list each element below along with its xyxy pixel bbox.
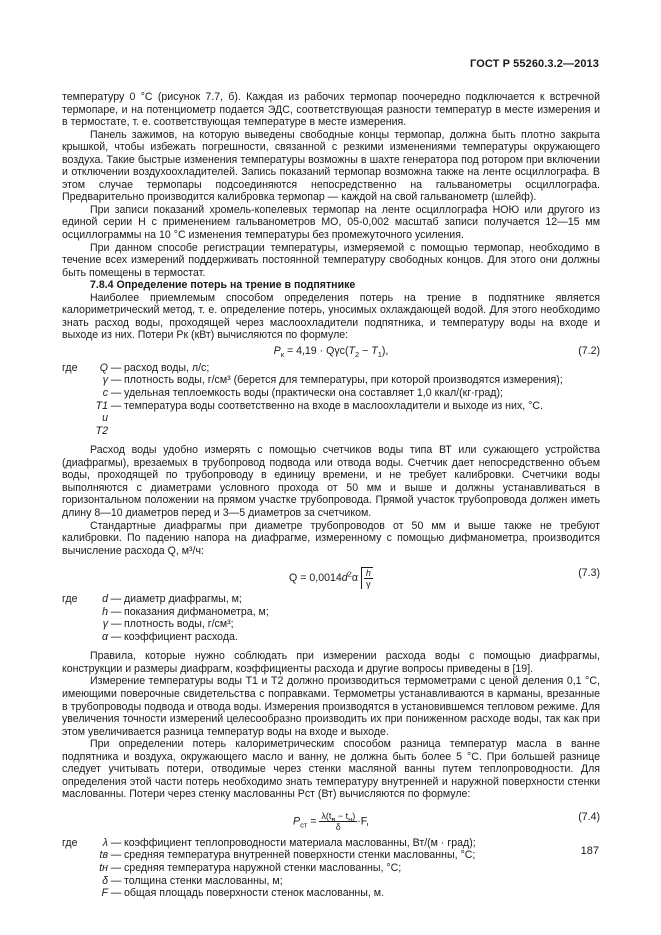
definition-symbol: tв — [99, 849, 108, 862]
definition-row — [62, 362, 600, 375]
definition-text: диаметр диафрагмы, м; — [124, 593, 242, 606]
definition-dash: — — [110, 874, 122, 887]
definition-symbol: α — [101, 630, 108, 643]
definition-row — [62, 875, 600, 888]
formula-7-4 — [62, 801, 600, 837]
definition-text: общая площадь поверхности стенок маслованны, м. — [124, 887, 385, 900]
formula-7-3-number: (7.3) — [578, 567, 600, 580]
definition-row — [62, 849, 600, 862]
section-title: 7.8.4 Определение потерь на трение в подпятнике — [90, 279, 356, 292]
paragraph-3: При записи показаний хромель-копелевых термопар на ленте осциллографа НОЮ или другого из единой серии Н с применением гальванометров МО, 05-0,002 масштаб записи получается 12—15 мм осциллограммы на 10 °С изменения температуры без промежуточного усиления. — [62, 203, 600, 242]
definition-dash: — — [110, 399, 122, 412]
definition-where — [62, 862, 88, 875]
formula-7-3-sqrt — [361, 567, 373, 589]
formula-7-3-lhs: Q = 0,0014 — [289, 571, 342, 584]
paragraph-5: Наиболее приемлемым способом определения потерь на трение в подпятнике является калориметрический метод, т. е. определение потерь, уносимых охлаждающей водой. Для этого необходимо знать расход воды, проходящей через маслоохладители подпятника, и температуру воды на входе и выходе из них. Потери Pк (кВт) вычисляются по формуле: — [62, 291, 600, 342]
definition-where: где — [62, 593, 78, 606]
definition-dash: — — [110, 849, 122, 862]
formula-7-2-t2: T — [348, 344, 355, 357]
formula-7-4-mid: − t — [335, 810, 349, 821]
definition-row — [62, 593, 600, 606]
definition-dash: — — [110, 374, 122, 387]
definition-text: расход воды, л/с; — [124, 361, 210, 374]
definition-where — [62, 631, 88, 644]
paragraph-4: При данном способе регистрации температуры, измеряемой с помощью термопар, необходимо в течение всех измерений поддерживать постоянной температуру свободных концов. Для этого они должны быть помещены в термостат. — [62, 241, 600, 279]
formula-7-3-h: h — [365, 568, 371, 579]
definition-text: плотность воды, г/см³ (берется для температуры, при которой производятся измерения); — [124, 374, 563, 387]
definition-text: температура воды соответственно на входе в маслоохладители и выходе из них, °С. — [124, 399, 543, 412]
definition-where — [62, 374, 88, 387]
definition-row — [62, 606, 600, 619]
definition-symbol: γ — [102, 374, 108, 387]
definition-dash: — — [110, 630, 122, 643]
formula-7-2 — [62, 342, 600, 362]
definition-row — [62, 374, 600, 387]
definition-dash: — — [110, 836, 122, 849]
formula-7-4-denom: δ — [335, 821, 341, 832]
definition-dash: — — [110, 593, 122, 606]
formula-7-2-t2-sub: 2 — [354, 350, 360, 360]
page-body — [62, 91, 600, 900]
definition-row — [62, 862, 600, 875]
formula-7-4-fraction — [319, 811, 357, 832]
definition-where — [62, 875, 88, 888]
definition-text: средняя температура наружной стенки маслованны, °С; — [124, 861, 402, 874]
definition-row — [62, 400, 600, 438]
document-header: ГОСТ Р 55260.3.2—2013 — [470, 58, 599, 70]
formula-7-4-numer: λ(t — [321, 810, 332, 821]
definition-symbol: Q — [99, 361, 108, 374]
definition-where — [62, 387, 88, 400]
formula-7-2-lhs-sub: к — [280, 350, 284, 360]
paragraph-7: Стандартные диафрагмы при диаметре трубопроводов от 50 мм и выше также не требуют калибровки. По падению напора на диафрагме, измеренному с помощью дифманометра, производится вычисление расхода Q, м³/ч: — [62, 519, 600, 557]
definition-where — [62, 606, 88, 619]
formula-7-3-gamma: γ — [366, 579, 371, 590]
formula-7-4-lhs: P — [292, 815, 301, 828]
formula-7-2-number: (7.2) — [578, 344, 600, 357]
definition-symbol: T1 и T2 — [95, 399, 108, 437]
formula-7-2-body: = 4,19 · Qγc( — [284, 344, 349, 357]
definition-dash: — — [110, 887, 122, 900]
formula-7-4-number: (7.4) — [578, 810, 600, 823]
definition-where — [62, 849, 88, 862]
formula-7-4-tv: в — [331, 814, 336, 824]
definition-dash: — — [110, 387, 122, 400]
definitions-7-4 — [62, 837, 600, 900]
definition-symbol: γ — [102, 618, 108, 631]
definition-dash: — — [110, 618, 122, 631]
definition-dash: — — [110, 605, 122, 618]
definition-row — [62, 618, 600, 631]
definition-text: коэффициент теплопроводности материала маслованны, Вт/(м · град); — [124, 836, 476, 849]
definition-symbol: δ — [102, 874, 108, 887]
definition-symbol: λ — [102, 836, 108, 849]
formula-7-2-t1-sub: 1 — [377, 350, 382, 360]
definition-where — [62, 887, 88, 900]
definition-symbol: c — [102, 387, 108, 400]
definition-text: толщина стенки маслованны, м; — [124, 874, 283, 887]
definition-dash: — — [110, 861, 122, 874]
definition-row — [62, 887, 600, 900]
formula-7-3-alpha: α — [351, 571, 358, 584]
paragraph-8: Правила, которые нужно соблюдать при измерении расхода воды с помощью диафрагмы, конструкции и размеры диафрагм, коэффициенты расхода и другие вопросы приведены в [19]. — [62, 650, 600, 675]
definition-symbol: F — [101, 887, 108, 900]
formula-7-2-close: ), — [381, 344, 389, 357]
definition-dash: — — [110, 361, 122, 374]
definition-row — [62, 837, 600, 850]
definition-text: удельная теплоемкость воды (практически она составляет 1,0 ккал/(кг·град); — [124, 387, 503, 400]
formula-7-4-tn: н — [348, 814, 353, 824]
formula-7-3 — [62, 557, 600, 593]
paragraph-9: Измерение температуры воды T1 и T2 должно производиться термометрами с ценой деления 0,1 °С, имеющими поверочные свидетельства с поправками. Термометры устанавливаются в карманы, врезанные в трубопроводы подвода и отвода воды. Измерения производятся в установившемся тепловом режиме. Для увеличения точности измерений целесообразно производить их при пониженном расходе воды, так как при этом увеличивается разница температур воды на входе и выходе. — [62, 675, 600, 738]
paragraph-10: При определении потерь калориметрическим способом разница температур масла в ванне подпятника и воздуха, окружающего масло и ванну, не должна быть более 5 °С. При большей разнице следует учитывать потери, отводимые через стенки масляной ванны путем теплопроводности. Для определения этой части потерь необходимо знать температуру внутренней и наружной поверхности стенки маслованны. Потери через стенку маслованны Pст (Вт) вычисляются по формуле: — [62, 738, 600, 801]
formula-7-4-eq: = — [307, 815, 320, 828]
definition-text: показания дифманометра, м; — [124, 605, 269, 618]
definition-symbol: tн — [99, 861, 108, 874]
definition-where — [62, 618, 88, 631]
definition-symbol: d — [102, 593, 108, 606]
definition-row — [62, 631, 600, 644]
formula-7-3-d: d — [341, 571, 348, 584]
definition-where: где — [62, 361, 78, 374]
definitions-7-2 — [62, 362, 600, 437]
formula-7-2-minus: − — [359, 344, 372, 357]
formula-7-3-d-sup: 2 — [347, 569, 352, 579]
paragraph-2: Панель зажимов, на которую выведены свободные концы термопар, должна быть плотно закрыта крышкой, чтобы избежать погрешности, связанной с резкими изменениями температуры окружающего воздуха. Такие быстрые изменения температуры возможны в шахте генератора под ротором при включении и отключении воздухоохладителей. Запись показаний термопар возможна также на ленте осциллографа. В этом случае термопары подсоединяются непосредственно на гальванометры осциллографа. Предварительно производится калибровка термопар — каждой на свой гальванометр (шлейф). — [62, 128, 600, 204]
paragraph-6: Расход воды удобно измерять с помощью счетчиков воды типа ВТ или сужающего устройства (диафрагмы), врезаемых в трубопровод подвода или отвода воды. Счетчик дает непосредственно объем воды, проходящей по трубопроводу в единицу времени, и не требует калибровки. Счетчики воды выполняются с диаметрами условного прохода от 50 мм и выше и должны устанавливаться в горизонтальном положении на прямом участке трубопровода. Прямой участок трубопровода должен иметь длину 8—10 диаметров перед и 3—5 диаметров за счетчиком. — [62, 444, 600, 519]
formula-7-4-lhs-sub: ст — [300, 820, 308, 830]
formula-7-2-lhs: P — [273, 344, 281, 357]
definition-text: средняя температура внутренней поверхности стенки маслованны, °С; — [124, 849, 476, 862]
definition-where: где — [62, 836, 78, 849]
formula-7-4-tail: ·F, — [357, 815, 370, 828]
formula-7-2-t1: T — [371, 344, 378, 357]
definition-text: коэффициент расхода. — [124, 630, 238, 643]
definition-text: плотность воды, г/см³; — [124, 618, 234, 631]
paragraph-1: температуру 0 °С (рисунок 7.7, б). Каждая из рабочих термопар поочередно подключается к встречной термопаре, и на потенциометр подается ЭДС, соответствующая разности температур в месте измерения и в термостате, т. е. соответствующая температуре в месте измерения. — [62, 91, 600, 129]
definition-symbol: h — [102, 605, 108, 618]
page-number: 187 — [580, 845, 599, 857]
definition-row — [62, 387, 600, 400]
formula-7-4-numer-end: ) — [352, 810, 356, 821]
definition-where — [62, 400, 88, 438]
definitions-7-3 — [62, 593, 600, 643]
